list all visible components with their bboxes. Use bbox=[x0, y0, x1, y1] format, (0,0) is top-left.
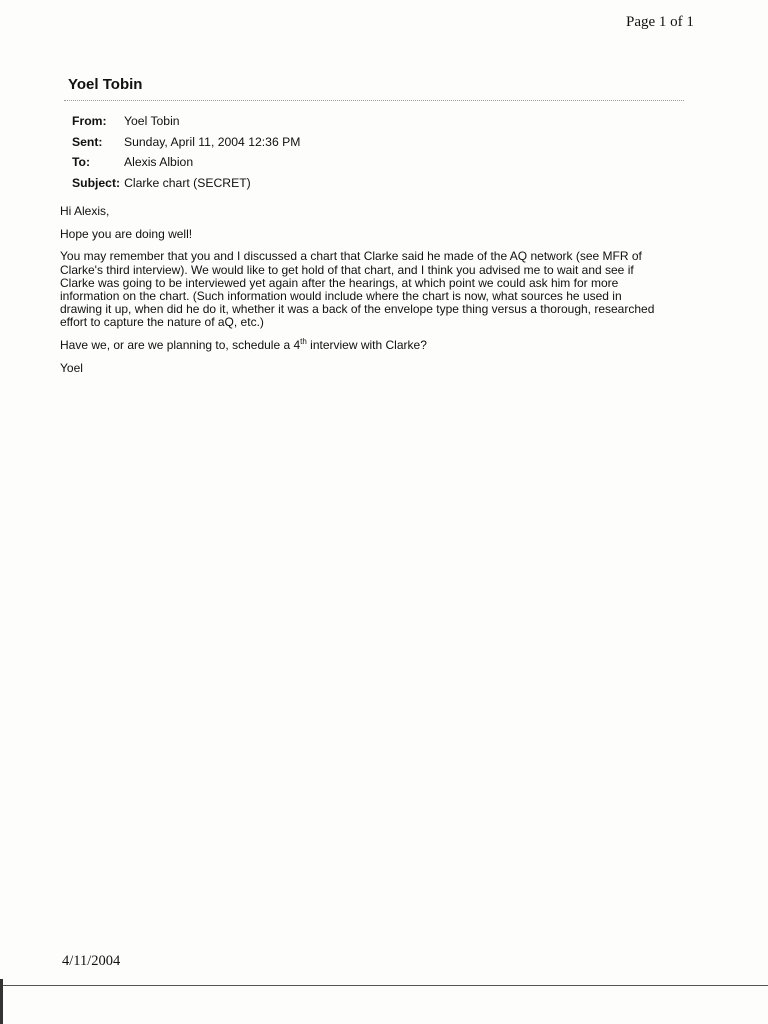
header-divider bbox=[64, 100, 684, 101]
scan-edge-mark bbox=[0, 979, 3, 1024]
footer-rule bbox=[0, 985, 768, 986]
main-paragraph: You may remember that you and I discussed a chart that Clarke said he made of the AQ network (see MFR of Clarke's third interview). We would like to get hold of that chart, and I think you advised me to wait and see if Clarke was going to be interviewed yet again after the hearings, at which point we could ask him for more information on the chart. (Such information would include where the chart is now, what sources he used in drawing it up, when did he do it, whether it was a back of the envelope type thing versus a thorough, researched effort to capture the nature of aQ, etc.) bbox=[60, 249, 655, 330]
greeting: Hi Alexis, bbox=[60, 204, 110, 218]
ordinal-superscript: th bbox=[300, 337, 307, 347]
opening-line: Hope you are doing well! bbox=[60, 226, 193, 241]
sent-label: Sent: bbox=[72, 134, 103, 149]
question-text-start: Have we, or are we planning to, schedule a 4 bbox=[60, 338, 301, 353]
sent-row bbox=[72, 132, 300, 153]
question-line bbox=[60, 339, 700, 352]
subject-label: Subject: bbox=[72, 175, 121, 190]
subject-value: Clarke chart (SECRET) bbox=[124, 175, 251, 190]
question-text-end: interview with Clarke? bbox=[306, 338, 427, 353]
from-label: From: bbox=[72, 114, 107, 128]
page-number: Page 1 of 1 bbox=[626, 14, 694, 30]
to-row bbox=[72, 152, 300, 173]
email-headers bbox=[72, 111, 300, 193]
signature: Yoel bbox=[60, 360, 83, 375]
sender-heading: Yoel Tobin bbox=[68, 76, 143, 93]
from-row bbox=[72, 111, 300, 132]
to-label: To: bbox=[72, 155, 91, 169]
sent-value: Sunday, April 11, 2004 12:36 PM bbox=[124, 134, 301, 149]
footer-date: 4/11/2004 bbox=[62, 953, 121, 969]
email-body bbox=[60, 205, 700, 385]
to-value: Alexis Albion bbox=[124, 155, 194, 169]
from-value: Yoel Tobin bbox=[124, 114, 180, 128]
subject-row bbox=[72, 173, 300, 194]
